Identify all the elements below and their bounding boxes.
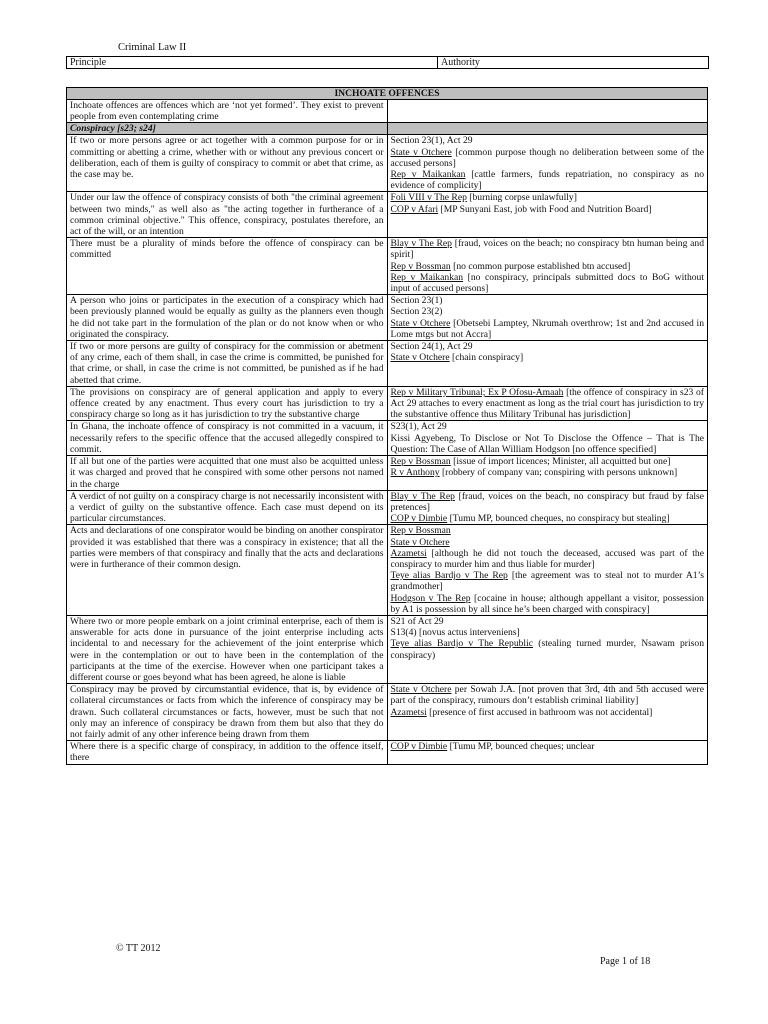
case-name: Hodgson v The Rep: [390, 592, 471, 604]
authority-text: [the offence of conspiracy in s23 of Act 29 attaches to every enactment as long as the trial court has jurisdiction to try the substantive offence thus Military Tribunal has jurisdiction]: [390, 386, 704, 421]
table-row: [67, 456, 708, 491]
authority-text: [fraud, voices on the beach, no conspiracy but fraud by false pretences]: [390, 490, 704, 513]
section-heading: INCHOATE OFFENCES: [67, 88, 708, 100]
authority-cell: [387, 341, 708, 387]
authority-cell: [387, 135, 708, 192]
authority-text: [the agreement was to steal not to murder A1’s grandmother]: [390, 570, 704, 593]
authority-text: [no common purpose established btn accused]: [450, 260, 631, 272]
table-row: [67, 341, 708, 387]
authority-entry: [391, 537, 705, 548]
authority-text: (stealing turned murder, Nsawam prison conspiracy): [390, 638, 704, 661]
authority-text: [presence of first accused in bathroom was not accidental]: [426, 706, 653, 718]
case-name: Rep v Bossman: [390, 525, 451, 537]
table-row: [67, 684, 708, 741]
authority-entry: [391, 684, 705, 706]
principle-cell: If all but one of the parties were acquitted that one must also be acquitted unless it was charged and proved that he conspired with some other persons not named in the charge: [67, 456, 388, 491]
authority-entry: [391, 570, 705, 592]
authority-text: Section 23(2): [390, 306, 443, 318]
case-name: State v Otchere: [390, 146, 452, 158]
principle-cell: Under our law the offence of conspiracy consists of both "the criminal agreement between two minds," as well also as "the acting together in furtherance of a common criminal objective." This offence, conspiracy, postulates therefore, an act of the will, or an intention: [67, 192, 388, 238]
case-name: Teye alias Bardjo v The Rep: [390, 570, 508, 582]
authority-entry: [391, 192, 705, 203]
table-row: [67, 135, 708, 192]
case-name: Rep v Military Tribunal; Ex P Ofosu-Amaah: [390, 386, 564, 398]
authority-text: [burning corpse unlawfully]: [466, 192, 577, 204]
authority-entry: [391, 204, 705, 215]
intro-text: Inchoate offences are offences which are ‘not yet formed’. They exist to prevent people from even contemplating crime: [67, 100, 388, 123]
case-name: Teye alias Bardjo v The Republic: [390, 638, 534, 650]
principle-cell: Where there is a specific charge of conspiracy, in addition to the offence itself, there: [67, 741, 388, 764]
authority-text: [common purpose though no deliberation between some of the accused persons]: [390, 146, 705, 169]
authority-entry: [391, 169, 705, 191]
principle-cell: A verdict of not guilty on a conspiracy charge is not necessarily inconsistent with a verdict of guilty on the substantive offence. Each case must depend on its particular circumstances.: [67, 490, 388, 525]
authority-text: [no conspiracy, principals submitted docs to BoG without input of accused persons]: [390, 271, 704, 295]
case-name: COP v Dimbie: [390, 513, 448, 525]
authority-text: [although he did not touch the deceased, accused was part of the conspiracy to murder him and thus liable for murder]: [390, 547, 704, 570]
authority-entry: [391, 456, 705, 467]
principle-cell: If two or more persons are guilty of conspiracy for the commission or abetment of any crime, each of them shall, in case the crime is committed, be punished for that crime, or shall, in case the crime is not committed, be punished as if he had abetted that crime.: [67, 341, 388, 387]
principle-cell: A person who joins or participates in the execution of a conspiracy which had been previously planned would be equally as guilty as the planners even though he did not take part in the formulation of the plan or do not know when or who originated the conspiracy.: [67, 295, 388, 341]
table-row: [67, 421, 708, 456]
authority-entry: [391, 387, 705, 421]
case-name: R v Anthony: [390, 467, 440, 479]
authority-text: [Obetsebi Lamptey, Nkrumah overthrow; 1st and 2nd accused in Lome mtgs but not Accra]: [390, 317, 704, 340]
authority-cell: [387, 421, 708, 456]
table-row: [67, 192, 708, 238]
case-name: Azametsi: [390, 706, 427, 718]
authority-entry: [391, 513, 705, 524]
case-name: State v Otchere: [390, 536, 450, 548]
authority-cell: [387, 238, 708, 295]
authority-text: [Tumu MP, bounced cheques, no conspiracy but stealing]: [447, 513, 670, 525]
case-name: Blay v The Rep: [390, 238, 452, 250]
authority-cell: [387, 490, 708, 525]
authority-entry: [391, 295, 705, 306]
principle-cell: The provisions on conspiracy are of general application and apply to every offence created by any enactment. Thus every court has jurisdiction to try a conspiracy charge so long as it has jurisdiction to try the substantive charge: [67, 386, 388, 421]
case-name: Rep v Bossman: [390, 260, 451, 272]
table-row: [67, 615, 708, 683]
principle-cell: If two or more persons agree or act together with a common purpose for or in committing or abetting a crime, whether with or without any previous concert or deliberation, each of them is guilty of conspiracy to commit or abet that crime, as the case may be.: [67, 135, 388, 192]
authority-entry: [391, 741, 705, 752]
copyright-text: © TT 2012: [116, 943, 161, 954]
authority-text: per Sowah J.A. [not proven that 3rd, 4th and 5th accused were part of the conspiracy, rumours don’t establish criminal liability]: [390, 684, 704, 707]
authority-text: [cattle farmers, funds repatriation, no conspiracy as no evidence of complicity]: [390, 169, 704, 192]
authority-entry: [391, 306, 705, 317]
document-header-title: Criminal Law II: [118, 42, 187, 53]
case-name: Foli VIII v The Rep: [390, 192, 467, 204]
case-name: COP v Afari: [390, 203, 439, 215]
case-name: Azametsi: [390, 547, 427, 559]
authority-cell: [387, 456, 708, 491]
authority-entry: [391, 238, 705, 260]
table-row: [67, 525, 708, 616]
authority-entry: [391, 467, 705, 478]
authority-entry: [391, 135, 705, 146]
authority-entry: [391, 341, 705, 352]
table-row: [67, 238, 708, 295]
authority-text: S21 of Act 29: [390, 615, 444, 627]
case-name: State v Otchere: [390, 352, 450, 364]
authority-entry: [391, 707, 705, 718]
principle-cell: Acts and declarations of one conspirator would be binding on another conspirator provided it was established that there was a conspiracy in existence; that all the parties were members of that conspiracy and finally that the acts and declarations were in furtherance of their common design.: [67, 525, 388, 616]
authority-entry: [391, 525, 705, 536]
authority-entry: [391, 272, 705, 294]
authority-entry: [391, 318, 705, 340]
authority-text: Section 24(1), Act 29: [390, 341, 473, 353]
case-name: Rep v Maikankan: [390, 169, 466, 181]
principle-column-header: Principle: [67, 57, 438, 69]
case-name: Blay v The Rep: [390, 490, 455, 502]
case-name: COP v Dimbie: [390, 741, 448, 753]
authority-cell: [387, 192, 708, 238]
authority-cell: [387, 386, 708, 421]
authority-text: S23(1), Act 29: [390, 421, 447, 433]
authority-text: Section 23(1), Act 29: [390, 135, 473, 147]
authority-text: S13(4) [novus actus interveniens]: [390, 627, 520, 639]
authority-text: Section 23(1): [390, 295, 443, 307]
principle-cell: Conspiracy may be proved by circumstantial evidence, that is, by evidence of collateral circumstances or facts from which the inference of conspiracy may be drawn. Such collateral circumstances or facts, however, must be such that not only may an inference of conspiracy be drawn from them but also that they do not fairly admit of any other inference being drawn from them: [67, 684, 388, 741]
subsection-heading: Conspiracy [s23; s24]: [67, 123, 388, 135]
authority-text: [issue of import licences; Minister, all acquitted but one]: [450, 456, 671, 468]
authority-text: [Tumu MP, bounced cheques; unclear: [447, 741, 595, 753]
inchoate-offences-table: [66, 87, 708, 765]
authority-text: [robbery of company van; conspiring with persons unknown]: [439, 467, 678, 479]
authority-entry: [391, 352, 705, 363]
authority-entry: [391, 147, 705, 169]
principle-cell: In Ghana, the inchoate offence of conspiracy is not committed in a vacuum, it necessarily refers to the specific offence that the accused allegedly conspired to commit.: [67, 421, 388, 456]
intro-authority-cell: [387, 100, 708, 123]
authority-entry: [391, 421, 705, 432]
authority-cell: [387, 741, 708, 764]
column-header-table: [66, 56, 709, 69]
authority-cell: [387, 525, 708, 616]
page-number: Page 1 of 18: [600, 956, 651, 967]
authority-entry: [391, 627, 705, 638]
principle-cell: There must be a plurality of minds before the offence of conspiracy can be committed: [67, 238, 388, 295]
authority-entry: [391, 548, 705, 570]
table-row: [67, 741, 708, 764]
case-name: State v Otchere: [390, 684, 452, 696]
case-name: Rep v Bossman: [390, 456, 451, 468]
authority-text: Kissi Agyebeng, To Disclose or Not To Disclose the Offence – That is The Question: The Case of Allan William Hodgson [no offence specified]: [390, 432, 704, 455]
authority-entry: [391, 433, 705, 455]
authority-entry: [391, 638, 705, 660]
case-name: Rep v Maikankan: [390, 271, 464, 283]
table-row: [67, 295, 708, 341]
authority-cell: [387, 684, 708, 741]
table-row: [67, 490, 708, 525]
authority-text: [chain conspiracy]: [449, 352, 524, 364]
authority-cell: [387, 295, 708, 341]
principle-cell: Where two or more people embark on a joint criminal enterprise, each of them is answerable for acts done in pursuance of the joint enterprise including acts incidental to and necessary for the achievement of the joint enterprise which were in the contemplation or out to have been in the contemplation of the participants at the time of the exercise. However when one participant takes a different course or goes beyond what has been agreed, he alone is liable: [67, 615, 388, 683]
authority-entry: [391, 616, 705, 627]
authority-entry: [391, 593, 705, 615]
subsection-heading-blank: [387, 123, 708, 135]
authority-column-header: Authority: [438, 57, 709, 69]
authority-entry: [391, 491, 705, 513]
authority-entry: [391, 261, 705, 272]
authority-text: [MP Sunyani East, job with Food and Nutrition Board]: [438, 203, 652, 215]
case-name: State v Otchere: [390, 317, 451, 329]
authority-cell: [387, 615, 708, 683]
table-row: [67, 386, 708, 421]
authority-text: [cocaine in house; although appellant a visitor, possession by A1 is possession by all since he’s been charged with conspiracy]: [390, 592, 704, 615]
authority-text: [fraud, voices on the beach; no conspiracy btn human being and spirit]: [390, 238, 705, 261]
